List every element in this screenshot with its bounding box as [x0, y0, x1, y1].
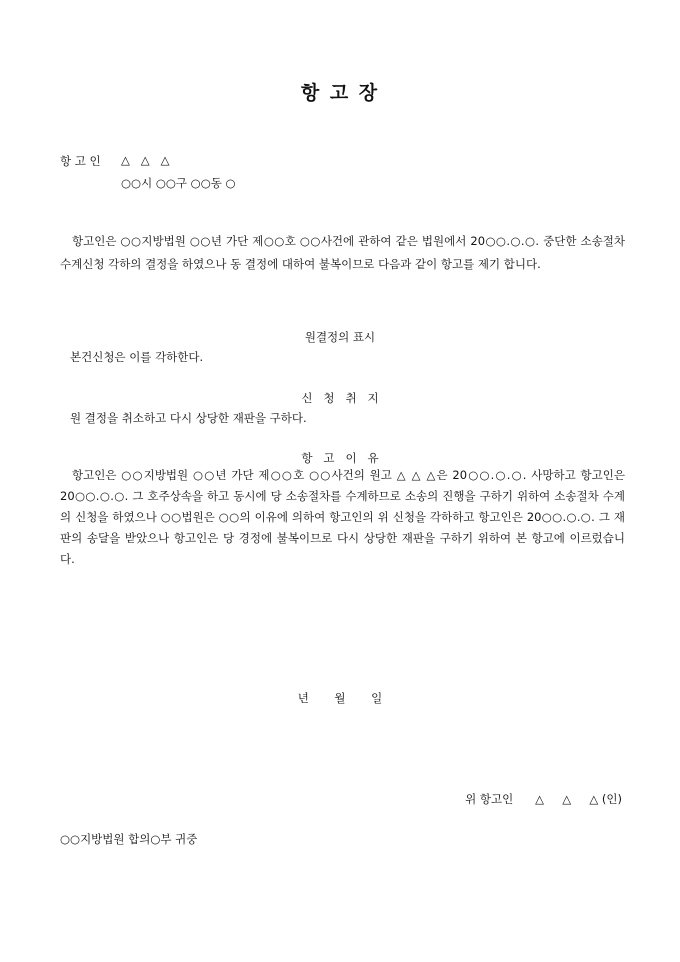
intro-paragraph: [60, 230, 625, 275]
intro-text: 항고인은 ○○지방법원 ○○년 가단 제○○호 ○○사건에 관하여 같은 법원에서 20○○.○.○. 중단한 소송절차 수계신청 각하의 결정을 하였으나 동 결정에 대하여 불복이므로 다음과 같이 항고를 제기 합니다.: [60, 234, 625, 271]
reasons-heading: 항 고 이 유: [301, 451, 379, 465]
date-line: 년 월 일: [297, 691, 383, 705]
document-title: 항 고 장: [300, 82, 380, 104]
reasons-paragraph: [60, 465, 625, 570]
reasons-text: 항고인은 ○○지방법원 ○○년 가단 제○○호 ○○사건의 원고 △ △ △은 20○○.○.○. 사망하고 항고인은 20○○.○.○. 그 호주상속을 하고 동시에 당 소송절차를 수계하므로 소송의 진행을 구하기 위하여 소송절차 수계의 신청을 하였으나 ○○법원은 ○○의 이유에 의하여 항고인의 위 신청을 각하하고 항고인은 20○○.○.○. 그 재판의 송달을 받았으나 항고인은 당 경정에 불복이므로 다시 상당한 재판을 구하기 위하여 본 항고에 이르렀습니다.: [60, 468, 625, 566]
purpose-text: 원 결정을 취소하고 다시 상당한 재판을 구하다.: [70, 411, 307, 425]
appellant-label: 항 고 인: [60, 154, 101, 168]
appellant-name: △ △ △: [121, 153, 170, 167]
signature-line: 위 항고인 △ △ △ (인): [465, 792, 622, 806]
purpose-heading: 신 청 취 지: [301, 391, 379, 405]
court-addressee: ○○지방법원 합의○부 귀중: [60, 832, 198, 846]
appellant-address: ○○시 ○○구 ○○동 ○: [121, 176, 236, 190]
original-decision-text: 본건신청은 이를 각하한다.: [70, 350, 204, 364]
original-decision-heading: 원결정의 표시: [304, 330, 376, 344]
